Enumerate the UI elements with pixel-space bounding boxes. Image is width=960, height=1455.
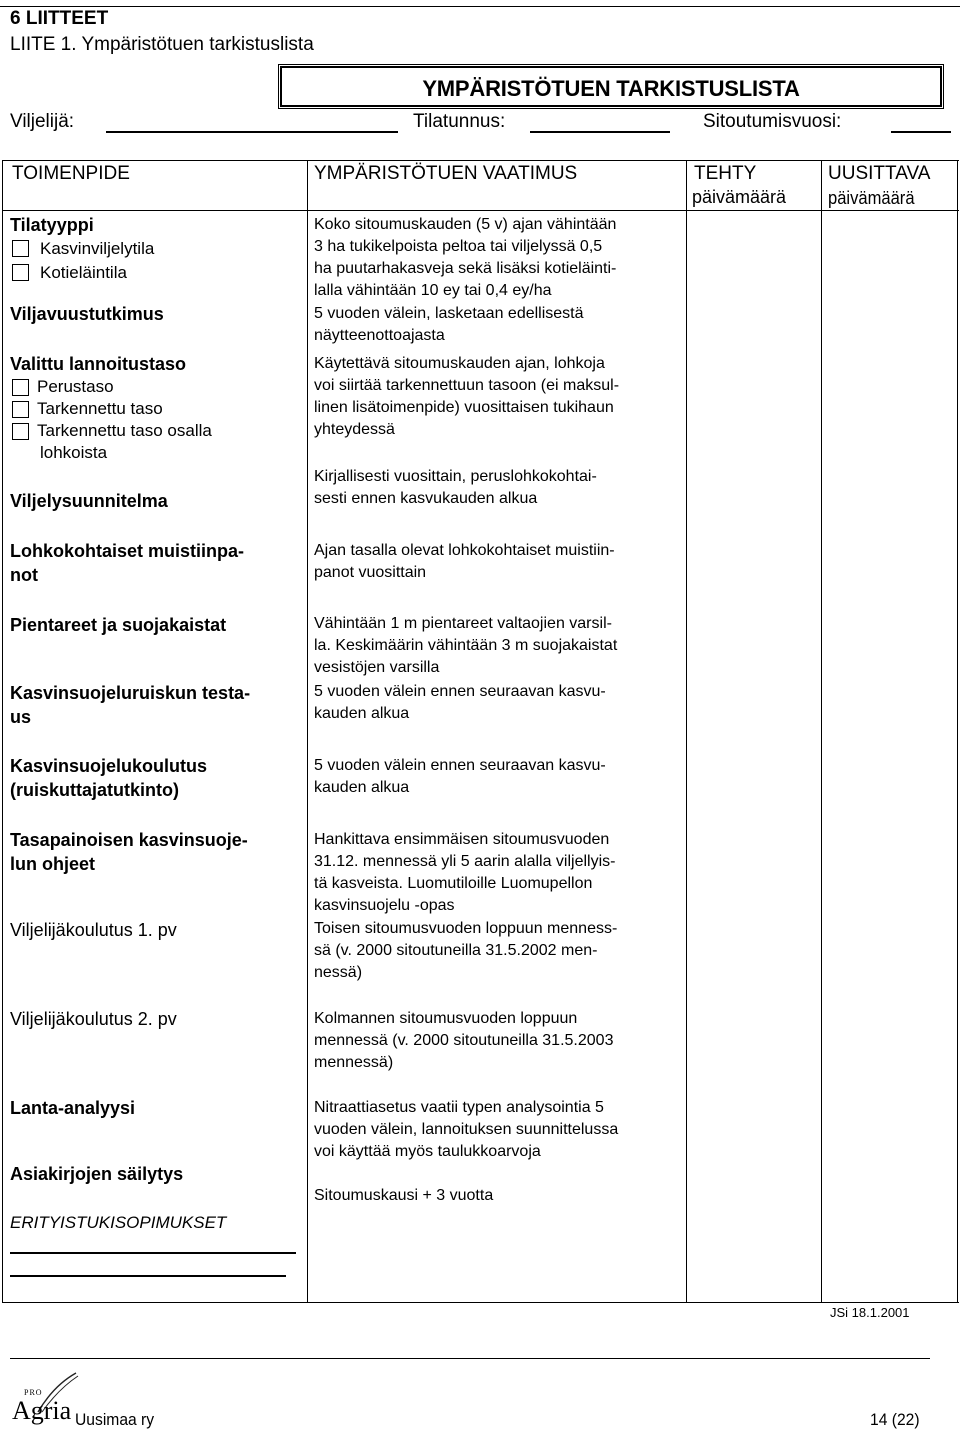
table-header-divider — [2, 210, 959, 211]
field-farmer-label: Viljelijä: — [10, 111, 75, 132]
table-col-divider-3 — [821, 160, 822, 1303]
checkbox-refined-partial[interactable] — [12, 423, 29, 440]
option-refined-partial-cont: lohkoista — [40, 443, 108, 462]
table-right-border — [957, 160, 958, 1303]
table-left-border — [2, 160, 3, 1303]
requirement-pesticide-training-line-1: 5 vuoden välein ennen seuraavan kasvu- — [314, 757, 606, 774]
row-measure-manure-analysis: Lanta-analyysi — [10, 1098, 136, 1118]
requirement-training-day-2-line-3: mennessä) — [314, 1054, 394, 1071]
checkbox-crop-farm[interactable] — [12, 240, 29, 257]
requirement-training-day-1-line-1: Toisen sitoumusvuoden loppuun menness- — [314, 920, 618, 937]
col-header-measure: TOIMENPIDE — [12, 163, 130, 184]
document-title: YMPÄRISTÖTUEN TARKISTUSLISTA — [422, 76, 800, 101]
requirement-buffer-strips-line-2: la. Keskimäärin vähintään 3 m suojakaistat — [314, 637, 618, 654]
field-commitment-year-line[interactable] — [891, 131, 951, 133]
row-measure-balanced-protection-line-1: Tasapainoisen kasvinsuoje- — [10, 830, 248, 850]
checkbox-basic-level[interactable] — [12, 379, 29, 396]
requirement-buffer-strips-line-3: vesistöjen varsilla — [314, 659, 440, 676]
table-bottom-border — [2, 1302, 959, 1303]
requirement-sprayer-test-line-1: 5 vuoden välein ennen seuraavan kasvu- — [314, 683, 606, 700]
requirement-manure-analysis-line-1: Nitraattiasetus vaatii typen analysointia 5 — [314, 1099, 604, 1116]
section-heading: 6 LIITTEET — [10, 8, 109, 29]
special-agreement-blank-2[interactable] — [10, 1275, 286, 1277]
requirement-sprayer-test-line-2: kauden alkua — [314, 705, 410, 722]
col-header-requirement: YMPÄRISTÖTUEN VAATIMUS — [314, 163, 578, 184]
requirement-soil-test-line-1: 5 vuoden välein, lasketaan edellisestä — [314, 305, 584, 322]
checkbox-refined-level[interactable] — [12, 401, 29, 418]
requirement-cultivation-plan-line-2: sesti ennen kasvukauden alkua — [314, 490, 538, 507]
requirement-fertilization-line-2: voi siirtää tarkennettuun tasoon (ei maksul- — [314, 377, 620, 394]
footer-rule — [10, 1358, 930, 1359]
option-refined-level: Tarkennettu taso — [37, 399, 163, 418]
requirement-manure-analysis-line-3: voi käyttää myös taulukkoarvoja — [314, 1143, 541, 1160]
table-col-divider-1 — [307, 160, 308, 1303]
requirement-soil-test-line-2: näytteenottoajasta — [314, 327, 445, 344]
field-farm-id-line[interactable] — [530, 131, 670, 133]
row-measure-special-support-agreements: ERITYISTUKISOPIMUKSET — [10, 1213, 227, 1232]
row-measure-parcel-notes-line-2: not — [10, 565, 38, 585]
table-top-border — [2, 160, 959, 161]
row-measure-pesticide-training-line-1: Kasvinsuojelukoulutus — [10, 756, 208, 776]
option-refined-partial: Tarkennettu taso osalla — [37, 421, 212, 440]
requirement-buffer-strips-line-1: Vähintään 1 m pientareet valtaojien varsil- — [314, 615, 612, 632]
requirement-balanced-protection-line-1: Hankittava ensimmäisen sitoumusvuoden — [314, 831, 610, 848]
row-measure-parcel-notes-line-1: Lohkokohtaiset muistiinpa- — [10, 541, 245, 561]
requirement-fertilization-line-3: linen lisätoimenpide) vuosittaisen tukihaun — [314, 399, 614, 416]
row-measure-sprayer-test-line-2: us — [10, 707, 32, 727]
requirement-pesticide-training-line-2: kauden alkua — [314, 779, 410, 796]
field-farmer-line[interactable] — [106, 131, 398, 133]
row-measure-balanced-protection-line-2: lun ohjeet — [10, 854, 95, 874]
page-number: 14 (22) — [870, 1410, 920, 1429]
proagria-logo — [8, 1370, 80, 1440]
title-box — [280, 66, 942, 107]
option-livestock-farm: Kotieläintila — [40, 263, 127, 282]
requirement-training-day-1-line-3: nessä) — [314, 964, 363, 981]
row-measure-farm-type: Tilatyyppi — [10, 215, 94, 235]
requirement-farm-type-line-2: 3 ha tukikelpoista peltoa tai viljelyssä 0,5 — [314, 238, 603, 255]
row-measure-buffer-strips: Pientareet ja suojakaistat — [10, 615, 227, 635]
requirement-farm-type-line-4: lalla vähintään 10 ey tai 0,4 ey/ha — [314, 282, 552, 299]
requirement-cultivation-plan-line-1: Kirjallisesti vuosittain, peruslohkokohtai- — [314, 468, 597, 485]
special-agreement-blank-1[interactable] — [10, 1252, 296, 1254]
requirement-farm-type-line-3: ha puutarhakasveja sekä lisäksi kotieläinti- — [314, 260, 617, 277]
logo-pro-text: PRO — [24, 1388, 43, 1397]
col-header-renew-sub: päivämäärä — [828, 188, 915, 208]
row-measure-cultivation-plan: Viljelysuunnitelma — [10, 491, 168, 511]
requirement-farm-type-line-1: Koko sitoumuskauden (5 v) ajan vähintään — [314, 216, 617, 233]
requirement-fertilization-line-1: Käytettävä sitoumuskauden ajan, lohkoja — [314, 355, 605, 372]
requirement-balanced-protection-line-2: 31.12. mennessä yli 5 aarin alalla viljellyis- — [314, 853, 616, 870]
row-measure-sprayer-test-line-1: Kasvinsuojeluruiskun testa- — [10, 683, 251, 703]
row-measure-soil-test: Viljavuustutkimus — [10, 304, 164, 324]
requirement-parcel-notes-line-2: panot vuosittain — [314, 564, 427, 581]
requirement-document-retention: Sitoumuskausi + 3 vuotta — [314, 1187, 494, 1204]
col-header-done-sub: päivämäärä — [692, 187, 787, 207]
field-commitment-year-label: Sitoutumisvuosi: — [703, 111, 842, 132]
row-measure-farmer-training-day-2: Viljelijäkoulutus 2. pv — [10, 1009, 177, 1029]
requirement-balanced-protection-line-4: kasvinsuojelu -opas — [314, 897, 455, 914]
option-crop-farm: Kasvinviljelytila — [40, 239, 155, 258]
requirement-training-day-2-line-1: Kolmannen sitoumusvuoden loppuun — [314, 1010, 578, 1027]
row-measure-document-retention: Asiakirjojen säilytys — [10, 1164, 184, 1184]
requirement-balanced-protection-line-3: tä kasveista. Luomutiloille Luomupellon — [314, 875, 593, 892]
footer-org: Uusimaa ry — [75, 1410, 155, 1429]
requirement-training-day-1-line-2: sä (v. 2000 sitoutuneilla 31.5.2002 men- — [314, 942, 598, 959]
checkbox-livestock-farm[interactable] — [12, 264, 29, 281]
appendix-heading: LIITE 1. Ympäristötuen tarkistuslista — [10, 34, 314, 55]
requirement-training-day-2-line-2: mennessä (v. 2000 sitoutuneilla 31.5.2003 — [314, 1032, 614, 1049]
header-rule — [0, 6, 960, 7]
signature-note: JSi 18.1.2001 — [830, 1305, 910, 1320]
row-measure-pesticide-training-line-2: (ruiskuttajatutkinto) — [10, 780, 179, 800]
field-farm-id-label: Tilatunnus: — [413, 111, 506, 132]
requirement-manure-analysis-line-2: vuoden välein, lannoituksen suunnittelussa — [314, 1121, 619, 1138]
row-measure-fertilization-level: Valittu lannoitustaso — [10, 354, 187, 374]
logo-agria-text: Agria — [12, 1396, 72, 1425]
requirement-fertilization-line-4: yhteydessä — [314, 421, 395, 438]
row-measure-farmer-training-day-1: Viljelijäkoulutus 1. pv — [10, 920, 177, 940]
col-header-done: TEHTY — [694, 163, 757, 184]
option-basic-level: Perustaso — [37, 377, 114, 396]
col-header-renew: UUSITTAVA — [828, 163, 931, 184]
requirement-parcel-notes-line-1: Ajan tasalla olevat lohkokohtaiset muistiin- — [314, 542, 615, 559]
table-col-divider-2 — [686, 160, 687, 1303]
